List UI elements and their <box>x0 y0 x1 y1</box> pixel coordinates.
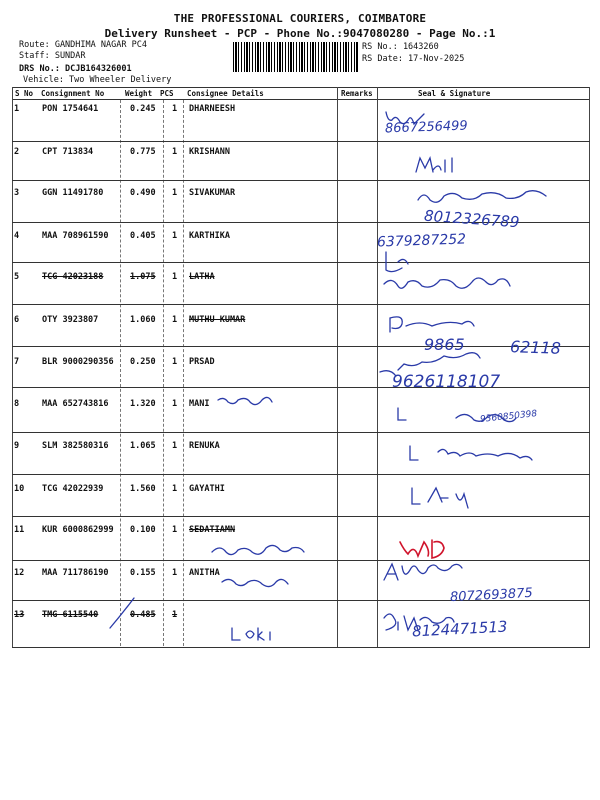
cell-consignment: MAA 708961590 <box>42 231 109 241</box>
cell-consignee: GAYATHI <box>189 484 225 494</box>
cell-weight: 1.065 <box>130 441 156 451</box>
cell-sno: 8 <box>14 399 20 409</box>
signature-phone: 62118 <box>509 337 562 358</box>
cell-weight: 1.320 <box>130 399 156 409</box>
signature-scribble <box>384 278 510 288</box>
red-signature-scribble <box>400 540 444 558</box>
runsheet-subtitle: Delivery Runsheet - PCP - Phone No.:9047080280 - Page No.:1 <box>104 27 496 40</box>
company-title: THE PROFESSIONAL COURIERS, COIMBATORE <box>173 12 427 25</box>
signature-phone: 8072693875 <box>449 585 534 606</box>
cell-consignee: MUTHU KUMAR <box>189 315 246 325</box>
cell-pcs: 1 <box>172 441 178 451</box>
cell-sno: 5 <box>14 272 20 282</box>
signature-phone: 9360850398 <box>479 409 538 425</box>
cell-consignee: SEDATIAMN <box>189 525 236 535</box>
cell-consignment: KUR 6000862999 <box>42 525 114 535</box>
cell-sno: 3 <box>14 188 20 198</box>
cell-weight: 1.075 <box>130 272 156 282</box>
rs-number: RS No.: 1643260 <box>362 42 439 52</box>
cell-pcs: 1 <box>172 357 178 367</box>
cell-consignee: KRISHANN <box>189 147 230 157</box>
cell-consignment: TMG 6115540 <box>42 610 99 620</box>
cell-pcs: 1 <box>172 188 178 198</box>
cell-pcs: 1 <box>172 315 178 325</box>
cell-sno: 13 <box>14 610 25 620</box>
cell-sno: 11 <box>14 525 25 535</box>
signature-phone: 9865 <box>424 335 465 354</box>
signature-phone: 8667256499 <box>384 118 468 137</box>
signature-scribble <box>232 628 270 640</box>
cell-weight: 0.155 <box>130 568 156 578</box>
cell-consignment: TCG 42022939 <box>42 484 104 494</box>
cell-weight: 0.775 <box>130 147 156 157</box>
col-weight: Weight <box>125 89 153 98</box>
signature-scribble <box>418 191 546 203</box>
signature-phone: 6379287252 <box>376 231 467 251</box>
cell-consignee: LATHA <box>189 272 215 282</box>
staff-label: Staff: SUNDAR <box>19 51 86 61</box>
drs-number: DRS No.: DCJB164326001 <box>19 64 132 74</box>
cell-pcs: 1 <box>172 484 178 494</box>
cell-consignee: PRSAD <box>189 357 215 367</box>
signature-scribble <box>212 545 304 554</box>
cell-consignee: RENUKA <box>189 441 220 451</box>
cell-consignment: SLM 382580316 <box>42 441 109 451</box>
cell-sno: 4 <box>14 231 20 241</box>
cell-weight: 0.250 <box>130 357 156 367</box>
cell-consignment: PON 1754641 <box>42 104 99 114</box>
cell-pcs: 1 <box>172 399 178 409</box>
cell-pcs: 1 <box>172 231 178 241</box>
signature-scribble <box>410 446 532 460</box>
col-remarks: Remarks <box>341 89 373 98</box>
cell-pcs: 1 <box>172 525 178 535</box>
cell-consignment: MAA 652743816 <box>42 399 109 409</box>
col-consignment: Consignment No <box>41 89 105 98</box>
cell-weight: 0.490 <box>130 188 156 198</box>
cell-consignment: MAA 711786190 <box>42 568 109 578</box>
cell-pcs: 1 <box>172 104 178 114</box>
cell-consignment: BLR 9000290356 <box>42 357 114 367</box>
cell-pcs: 1 <box>172 147 178 157</box>
col-pcs: PCS <box>160 89 174 98</box>
cell-consignee: MANI <box>189 399 210 409</box>
signature-phone: 8124471513 <box>411 617 508 641</box>
cell-sno: 1 <box>14 104 20 114</box>
cell-consignment: CPT 713834 <box>42 147 94 157</box>
signature-scribble <box>222 579 288 586</box>
cell-sno: 10 <box>14 484 25 494</box>
signature-scribble <box>384 564 462 580</box>
cell-consignment: TCG 42023188 <box>42 272 104 282</box>
signature-scribble <box>416 158 452 172</box>
cell-weight: 0.100 <box>130 525 156 535</box>
cell-pcs: 1 <box>172 568 178 578</box>
vehicle-label: Vehicle: Two Wheeler Delivery <box>23 75 172 85</box>
col-signature: Seal & Signature <box>418 89 491 98</box>
strike-line <box>110 598 134 628</box>
cell-weight: 1.560 <box>130 484 156 494</box>
cell-consignment: OTY 3923807 <box>42 315 99 325</box>
cell-consignee: DHARNEESH <box>189 104 236 114</box>
signature-scribble <box>218 397 272 404</box>
signature-scribble <box>412 488 468 508</box>
route-label: Route: GANDHIMA NAGAR PC4 <box>19 40 147 50</box>
cell-weight: 0.485 <box>130 610 156 620</box>
cell-sno: 9 <box>14 441 20 451</box>
rs-date: RS Date: 17-Nov-2025 <box>362 54 465 64</box>
cell-consignment: GGN 11491780 <box>42 188 104 198</box>
cell-pcs: 1 <box>172 272 178 282</box>
signature-phone: 9626118107 <box>392 372 501 392</box>
signature-scribble <box>390 317 474 332</box>
cell-weight: 0.405 <box>130 231 156 241</box>
cell-weight: 0.245 <box>130 104 156 114</box>
signature-phone: 8012326789 <box>423 206 520 232</box>
cell-sno: 6 <box>14 315 20 325</box>
cell-weight: 1.060 <box>130 315 156 325</box>
cell-sno: 7 <box>14 357 20 367</box>
signature-scribble <box>386 252 408 272</box>
cell-consignee: ANITHA <box>189 568 220 578</box>
col-sno: S No <box>15 89 34 98</box>
cell-consignee: KARTHIKA <box>189 231 230 241</box>
cell-consignee: SIVAKUMAR <box>189 188 236 198</box>
cell-pcs: 1 <box>172 610 178 620</box>
col-consignee: Consignee Details <box>187 89 264 98</box>
cell-sno: 12 <box>14 568 25 578</box>
cell-sno: 2 <box>14 147 20 157</box>
